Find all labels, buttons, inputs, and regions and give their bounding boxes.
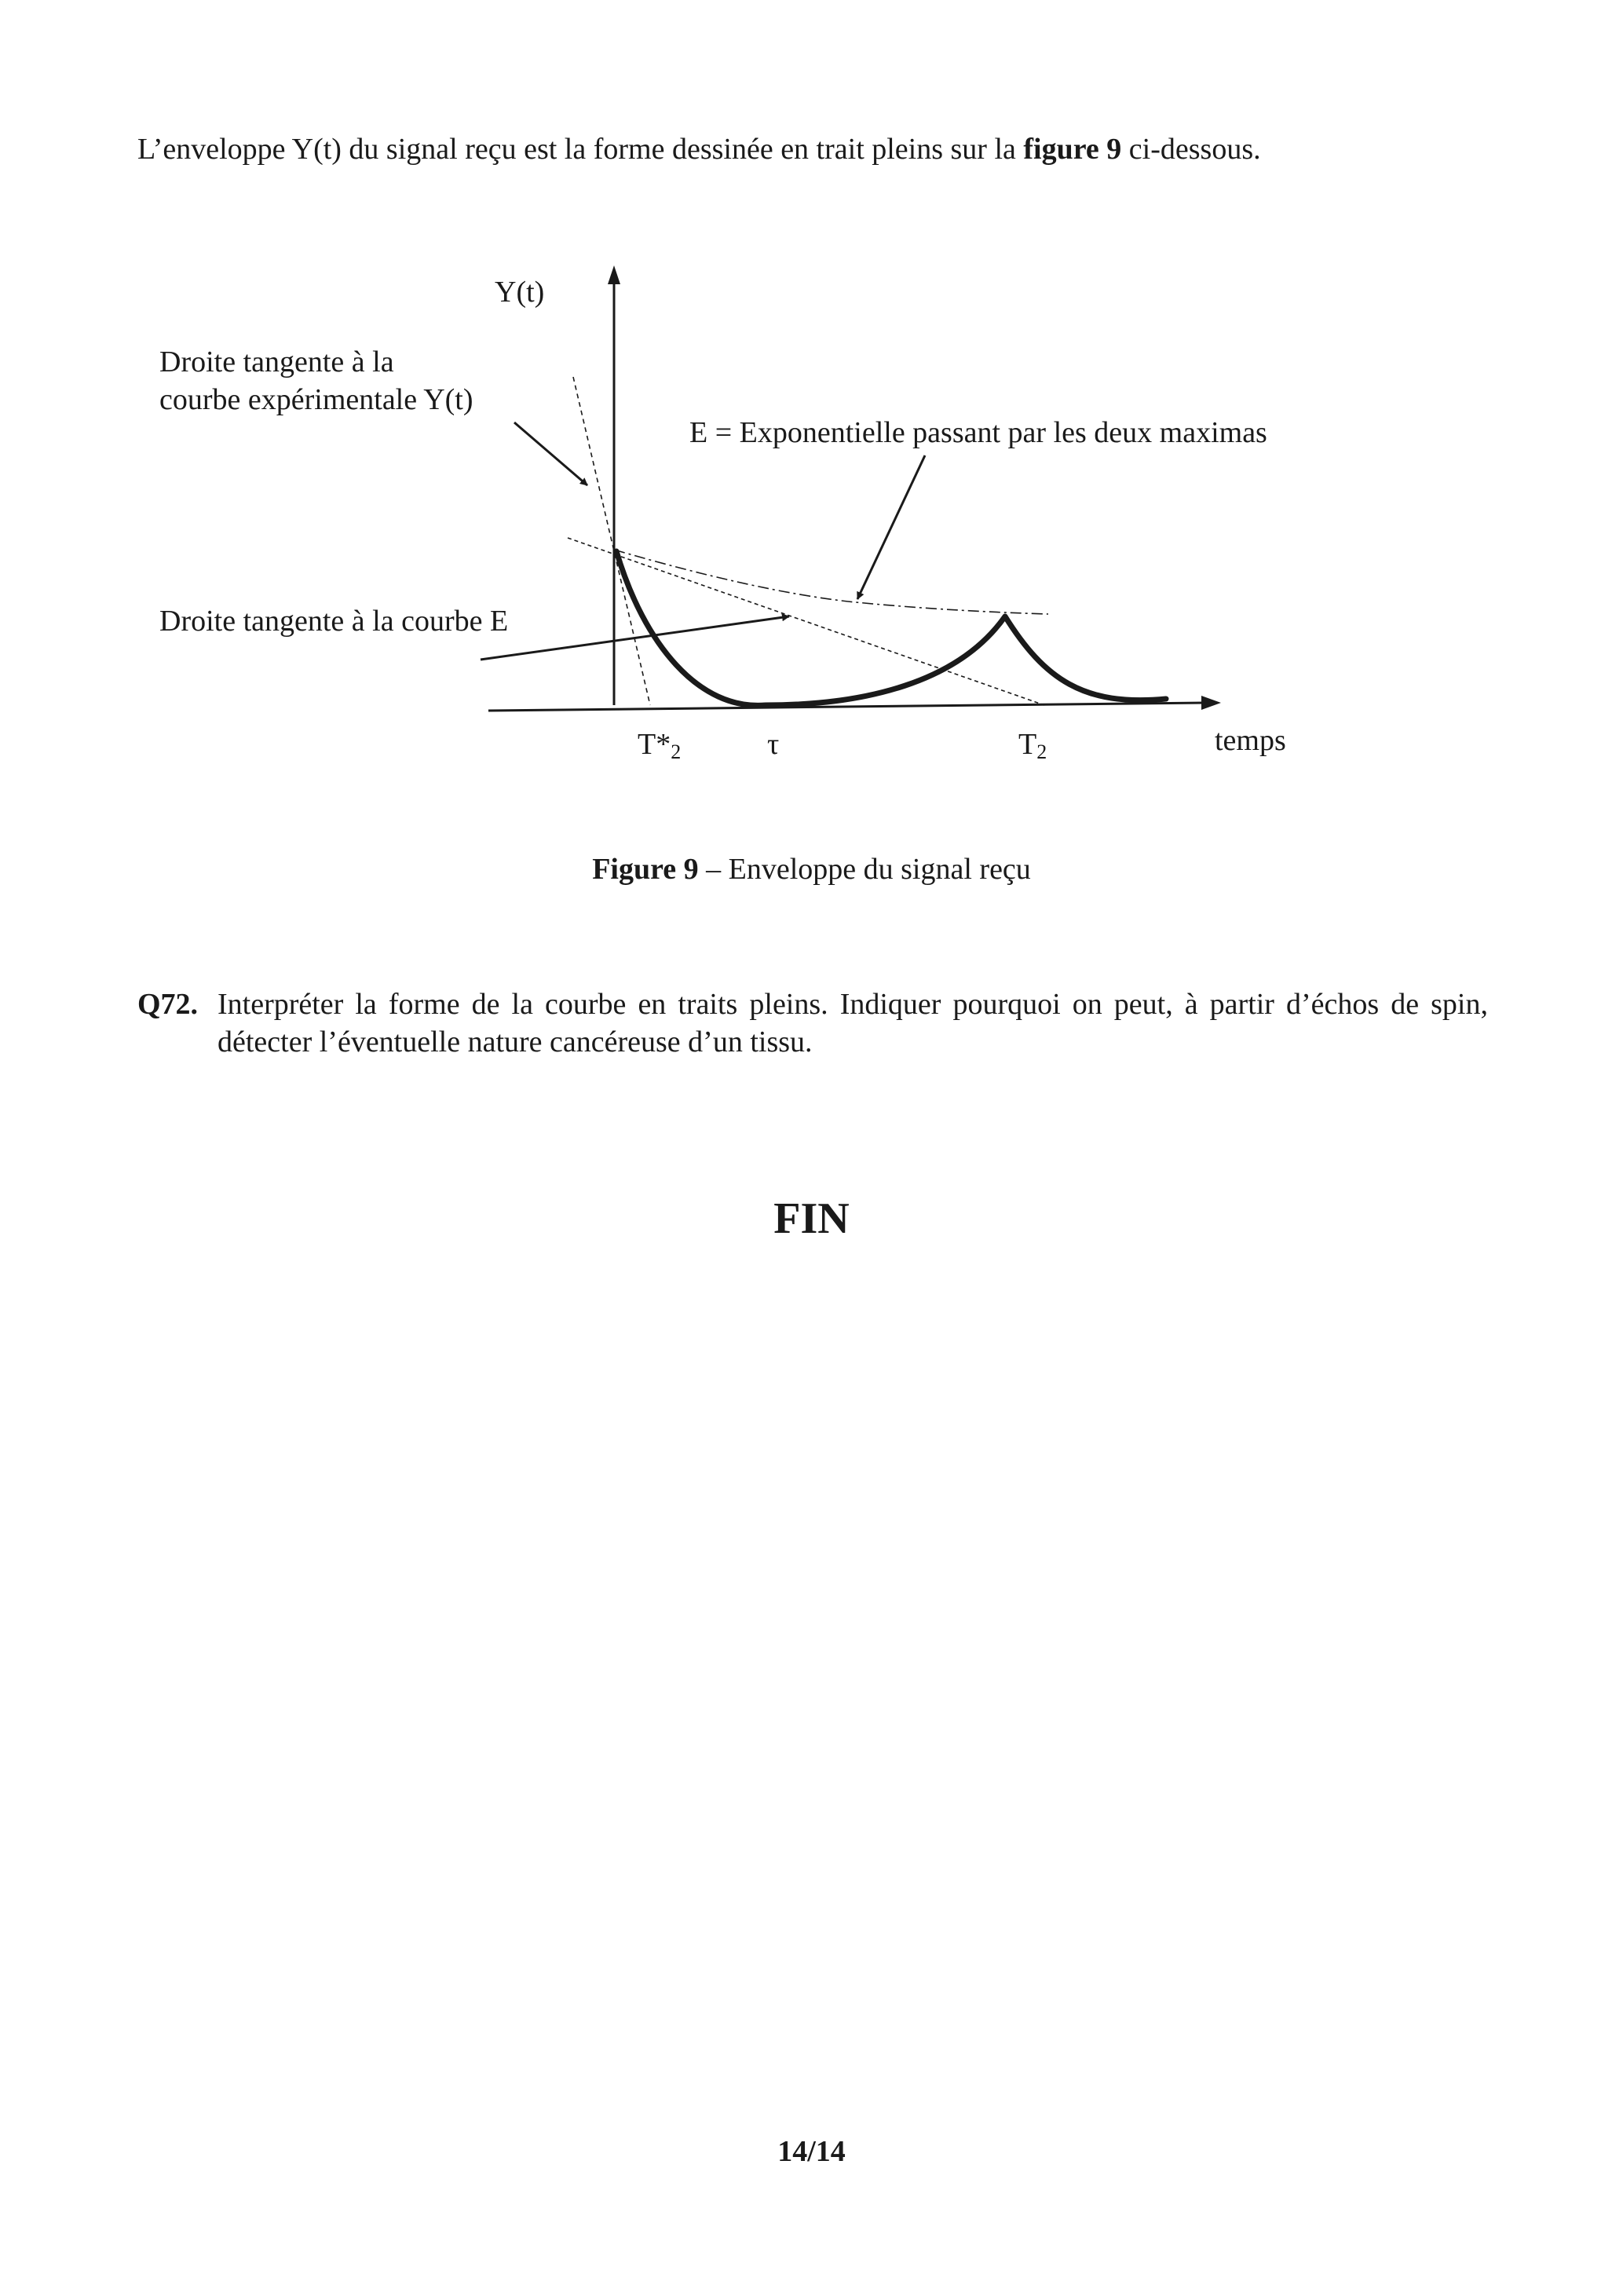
annotation-tangent-E: Droite tangente à la courbe E	[159, 605, 509, 638]
caption-figure-number: Figure 9	[592, 853, 699, 886]
tick-label-tau: τ	[767, 728, 780, 761]
tick-label-T2-star-sub: 2	[671, 740, 682, 763]
caption-text: – Enveloppe du signal reçu	[698, 853, 1031, 886]
x-axis-label: temps	[1215, 724, 1286, 757]
tangent-line-experimental	[573, 377, 650, 705]
exponential-curve-E	[614, 550, 1048, 614]
tick-label-T2-star-main: T*	[638, 728, 671, 761]
tick-label-T2-sub: 2	[1036, 740, 1047, 763]
intro-figure-ref: figure 9	[1023, 133, 1122, 166]
figure-9-envelope-diagram	[0, 0, 1623, 785]
tick-label-T2	[1018, 728, 1047, 763]
question-text: Interpréter la forme de la courbe en traits pleins. Indiquer pourquoi on peut, à partir d’échos de spin, détecter l’éventuelle nature cancéreuse d’un tissu.	[217, 988, 1488, 1058]
annotation-tangent-experimental-line2: courbe expérimentale Y(t)	[159, 383, 473, 416]
y-axis-arrowhead	[608, 265, 620, 284]
annotation-tangent-experimental-line1: Droite tangente à la	[159, 345, 394, 378]
tick-label-T2-star	[638, 728, 681, 763]
intro-text-after: ci-dessous.	[1121, 133, 1261, 166]
tangent-line-E	[568, 538, 1044, 705]
x-axis	[488, 703, 1205, 711]
question-number: Q72.	[137, 988, 199, 1021]
annotation-exponential: E = Exponentielle passant par les deux maximas	[689, 416, 1267, 449]
arrow-tangent-E	[481, 616, 789, 660]
end-marker: FIN	[773, 1194, 850, 1243]
page-number: 14/14	[777, 2135, 846, 2168]
x-axis-arrowhead	[1201, 696, 1221, 710]
intro-text-before: L’enveloppe Y(t) du signal reçu est la forme dessinée en trait pleins sur la	[137, 133, 1024, 166]
arrow-exponential	[857, 455, 925, 599]
question-q72	[137, 985, 1488, 1061]
arrow-tangent-experimental	[514, 422, 587, 485]
y-axis-label: Y(t)	[495, 276, 545, 309]
figure-caption	[0, 852, 1623, 887]
tick-label-T2-main: T	[1018, 728, 1037, 761]
